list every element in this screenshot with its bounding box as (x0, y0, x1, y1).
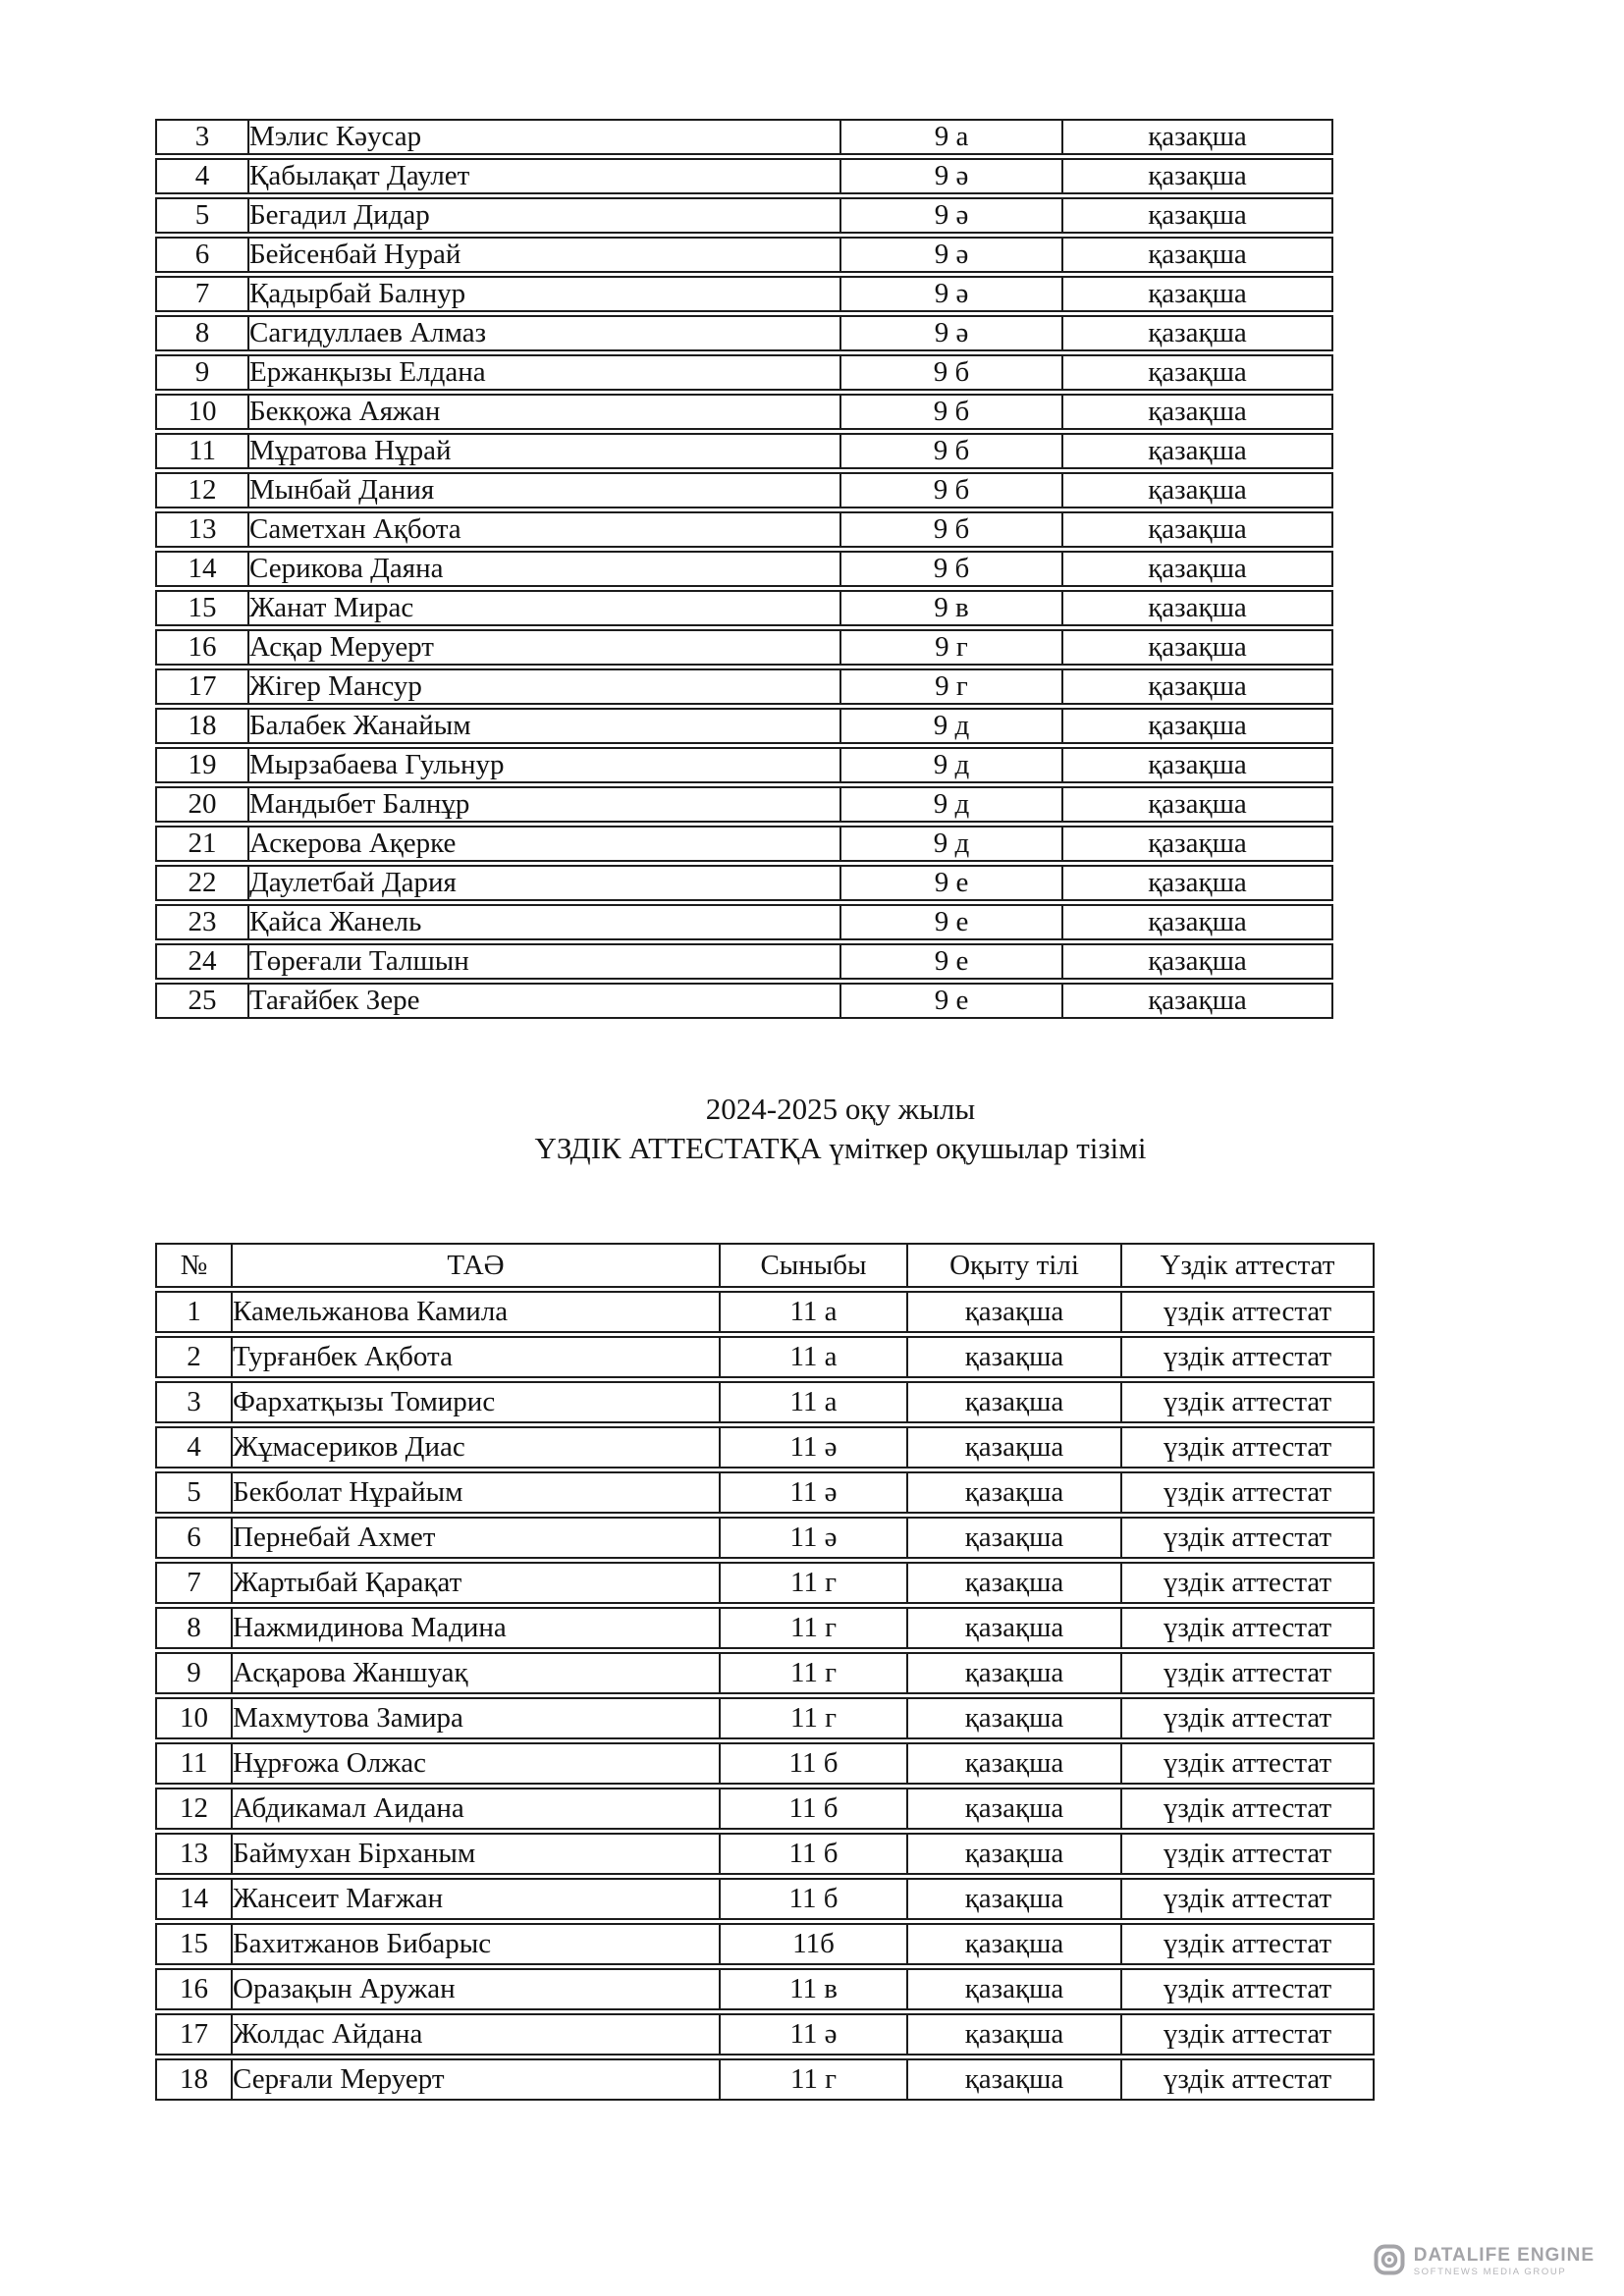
language-cell: қазақша (908, 1652, 1122, 1694)
class-cell: 11 г (721, 1697, 908, 1739)
table-row (155, 747, 1333, 783)
student-name-cell: Қадырбай Балнур (249, 276, 841, 312)
table-row (155, 1968, 1375, 2010)
student-name-cell: Сагидуллаев Алмаз (249, 315, 841, 351)
table-row (155, 1788, 1375, 1830)
row-number-cell: 1 (155, 1291, 233, 1333)
class-cell: 11 а (721, 1381, 908, 1423)
table-row (155, 826, 1333, 862)
row-number-cell: 20 (155, 786, 249, 823)
language-cell: қазақша (1063, 276, 1333, 312)
header-row (155, 1243, 1375, 1288)
language-cell: қазақша (1063, 747, 1333, 783)
row-number-cell: 16 (155, 1968, 233, 2010)
row-number-cell: 13 (155, 1833, 233, 1875)
attestat-cell: үздік аттестат (1122, 1426, 1375, 1468)
table-row (155, 786, 1333, 823)
table-row (155, 1381, 1375, 1423)
class-cell: 9 е (841, 983, 1063, 1019)
attestat-cell: үздік аттестат (1122, 1562, 1375, 1604)
row-number-cell: 8 (155, 315, 249, 351)
datalife-logo-icon (1374, 2244, 1405, 2280)
table-row (155, 511, 1333, 548)
table-row (155, 433, 1333, 469)
student-name-cell: Жансеит Мағжан (233, 1878, 721, 1920)
language-cell: қазақша (908, 1471, 1122, 1514)
language-cell: қазақша (1063, 354, 1333, 391)
grade11-attestat-table (155, 1240, 1375, 2104)
header-name: ТАӘ (233, 1243, 721, 1288)
language-cell: қазақша (1063, 472, 1333, 508)
attestat-cell: үздік аттестат (1122, 1607, 1375, 1649)
grade9-students-table (155, 116, 1333, 1022)
table-row (155, 1426, 1375, 1468)
student-name-cell: Жігер Мансур (249, 668, 841, 705)
row-number-cell: 5 (155, 1471, 233, 1514)
table-row (155, 1562, 1375, 1604)
row-number-cell: 2 (155, 1336, 233, 1378)
class-cell: 9 б (841, 472, 1063, 508)
class-cell: 11 г (721, 1607, 908, 1649)
table-row (155, 1742, 1375, 1785)
row-number-cell: 7 (155, 276, 249, 312)
student-name-cell: Бегадил Дидар (249, 197, 841, 234)
student-name-cell: Қабылақат Даулет (249, 158, 841, 194)
table-row (155, 354, 1333, 391)
student-name-cell: Жұмасериков Диас (233, 1426, 721, 1468)
row-number-cell: 7 (155, 1562, 233, 1604)
language-cell: қазақша (1063, 551, 1333, 587)
datalife-engine-watermark (1374, 2244, 1595, 2280)
student-name-cell: Саметхан Ақбота (249, 511, 841, 548)
row-number-cell: 8 (155, 1607, 233, 1649)
student-name-cell: Бекболат Нұрайым (233, 1471, 721, 1514)
class-cell: 9 г (841, 668, 1063, 705)
header-class: Сыныбы (721, 1243, 908, 1288)
class-cell: 9 д (841, 747, 1063, 783)
language-cell: қазақша (908, 1923, 1122, 1965)
class-cell: 11 ә (721, 1517, 908, 1559)
title-list-name: ҮЗДІК АТТЕСТАТҚА үміткер оқушылар тізімі (534, 1131, 1147, 1165)
class-cell: 11 ә (721, 2013, 908, 2056)
table-row (155, 1833, 1375, 1875)
language-cell: қазақша (908, 1517, 1122, 1559)
table-row (155, 276, 1333, 312)
student-name-cell: Серғали Меруерт (233, 2058, 721, 2101)
brand-subtitle: SOFTNEWS MEDIA GROUP (1413, 2267, 1567, 2277)
table-row (155, 1607, 1375, 1649)
row-number-cell: 12 (155, 472, 249, 508)
class-cell: 9 б (841, 354, 1063, 391)
student-name-cell: Нажмидинова Мадина (233, 1607, 721, 1649)
row-number-cell: 14 (155, 1878, 233, 1920)
student-name-cell: Махмутова Замира (233, 1697, 721, 1739)
row-number-cell: 3 (155, 119, 249, 155)
language-cell: қазақша (1063, 119, 1333, 155)
class-cell: 9 б (841, 394, 1063, 430)
header-number: № (155, 1243, 233, 1288)
student-name-cell: Балабек Жанайым (249, 708, 841, 744)
student-name-cell: Бейсенбай Нурай (249, 237, 841, 273)
attestat-cell: үздік аттестат (1122, 1471, 1375, 1514)
class-cell: 9 е (841, 904, 1063, 940)
table-row (155, 1923, 1375, 1965)
class-cell: 11 ә (721, 1471, 908, 1514)
attestat-cell: үздік аттестат (1122, 1968, 1375, 2010)
student-name-cell: Турғанбек Ақбота (233, 1336, 721, 1378)
class-cell: 9 д (841, 786, 1063, 823)
language-cell: қазақша (908, 2013, 1122, 2056)
row-number-cell: 11 (155, 433, 249, 469)
attestat-cell: үздік аттестат (1122, 1923, 1375, 1965)
attestat-cell: үздік аттестат (1122, 1878, 1375, 1920)
language-cell: қазақша (1063, 158, 1333, 194)
student-name-cell: Мырзабаева Гульнур (249, 747, 841, 783)
student-name-cell: Ержанқызы Елдана (249, 354, 841, 391)
table-row (155, 119, 1333, 155)
class-cell: 11 г (721, 1652, 908, 1694)
language-cell: қазақша (1063, 511, 1333, 548)
row-number-cell: 23 (155, 904, 249, 940)
class-cell: 9 ә (841, 158, 1063, 194)
language-cell: қазақша (1063, 315, 1333, 351)
language-cell: қазақша (1063, 433, 1333, 469)
table-row (155, 1697, 1375, 1739)
table-row (155, 237, 1333, 273)
student-name-cell: Жолдас Айдана (233, 2013, 721, 2056)
table-row (155, 708, 1333, 744)
table-row (155, 1652, 1375, 1694)
class-cell: 11 б (721, 1742, 908, 1785)
row-number-cell: 24 (155, 943, 249, 980)
row-number-cell: 22 (155, 865, 249, 901)
row-number-cell: 12 (155, 1788, 233, 1830)
student-name-cell: Нұрғожа Олжас (233, 1742, 721, 1785)
row-number-cell: 19 (155, 747, 249, 783)
class-cell: 11 а (721, 1291, 908, 1333)
table-row (155, 1336, 1375, 1378)
language-cell: қазақша (908, 1291, 1122, 1333)
attestat-cell: үздік аттестат (1122, 1652, 1375, 1694)
table-row (155, 1291, 1375, 1333)
attestat-cell: үздік аттестат (1122, 2013, 1375, 2056)
table-row (155, 394, 1333, 430)
table-row (155, 943, 1333, 980)
row-number-cell: 5 (155, 197, 249, 234)
attestat-cell: үздік аттестат (1122, 1381, 1375, 1423)
class-cell: 9 е (841, 943, 1063, 980)
student-name-cell: Аскерова Ақерке (249, 826, 841, 862)
student-name-cell: Төреғали Талшын (249, 943, 841, 980)
student-name-cell: Оразақын Аружан (233, 1968, 721, 2010)
table-row (155, 197, 1333, 234)
student-name-cell: Бекқожа Аяжан (249, 394, 841, 430)
class-cell: 9 е (841, 865, 1063, 901)
row-number-cell: 3 (155, 1381, 233, 1423)
language-cell: қазақша (1063, 668, 1333, 705)
language-cell: қазақша (1063, 237, 1333, 273)
language-cell: қазақша (908, 1562, 1122, 1604)
language-cell: қазақша (1063, 943, 1333, 980)
class-cell: 9 а (841, 119, 1063, 155)
brand-text (1414, 2246, 1595, 2278)
class-cell: 9 ә (841, 276, 1063, 312)
attestat-cell: үздік аттестат (1122, 1291, 1375, 1333)
language-cell: қазақша (1063, 826, 1333, 862)
row-number-cell: 4 (155, 158, 249, 194)
language-cell: қазақша (1063, 708, 1333, 744)
table-row (155, 1471, 1375, 1514)
row-number-cell: 17 (155, 2013, 233, 2056)
row-number-cell: 13 (155, 511, 249, 548)
class-cell: 9 д (841, 826, 1063, 862)
table-row (155, 865, 1333, 901)
student-name-cell: Асқарова Жаншуақ (233, 1652, 721, 1694)
student-name-cell: Даулетбай Дария (249, 865, 841, 901)
row-number-cell: 18 (155, 2058, 233, 2101)
row-number-cell: 11 (155, 1742, 233, 1785)
language-cell: қазақша (1063, 590, 1333, 626)
section-title (155, 1090, 1526, 1168)
class-cell: 11 б (721, 1878, 908, 1920)
row-number-cell: 9 (155, 354, 249, 391)
attestat-cell: үздік аттестат (1122, 2058, 1375, 2101)
student-name-cell: Қайса Жанель (249, 904, 841, 940)
class-cell: 9 ә (841, 197, 1063, 234)
row-number-cell: 15 (155, 1923, 233, 1965)
student-name-cell: Пернебай Ахмет (233, 1517, 721, 1559)
student-name-cell: Мэлис Кәусар (249, 119, 841, 155)
class-cell: 9 ә (841, 315, 1063, 351)
language-cell: қазақша (1063, 394, 1333, 430)
student-name-cell: Баймухан Бірханым (233, 1833, 721, 1875)
language-cell: қазақша (1063, 629, 1333, 666)
class-cell: 11 б (721, 1833, 908, 1875)
student-name-cell: Серикова Даяна (249, 551, 841, 587)
class-cell: 11 в (721, 1968, 908, 2010)
student-name-cell: Мұратова Нұрай (249, 433, 841, 469)
attestat-cell: үздік аттестат (1122, 1517, 1375, 1559)
attestat-cell: үздік аттестат (1122, 1742, 1375, 1785)
class-cell: 11 г (721, 2058, 908, 2101)
language-cell: қазақша (908, 1968, 1122, 2010)
table-row (155, 315, 1333, 351)
table-row (155, 158, 1333, 194)
language-cell: қазақша (908, 1607, 1122, 1649)
class-cell: 9 б (841, 511, 1063, 548)
language-cell: қазақша (908, 1426, 1122, 1468)
language-cell: қазақша (1063, 197, 1333, 234)
row-number-cell: 14 (155, 551, 249, 587)
table-row (155, 983, 1333, 1019)
row-number-cell: 9 (155, 1652, 233, 1694)
attestat-cell: үздік аттестат (1122, 1833, 1375, 1875)
row-number-cell: 10 (155, 1697, 233, 1739)
row-number-cell: 15 (155, 590, 249, 626)
student-name-cell: Фархатқызы Томирис (233, 1381, 721, 1423)
class-cell: 9 б (841, 551, 1063, 587)
attestat-cell: үздік аттестат (1122, 1336, 1375, 1378)
row-number-cell: 16 (155, 629, 249, 666)
language-cell: қазақша (908, 1878, 1122, 1920)
table-row (155, 472, 1333, 508)
row-number-cell: 10 (155, 394, 249, 430)
table-row (155, 2013, 1375, 2056)
language-cell: қазақша (1063, 904, 1333, 940)
table-row (155, 1517, 1375, 1559)
student-name-cell: Абдикамал Аидана (233, 1788, 721, 1830)
attestat-cell: үздік аттестат (1122, 1697, 1375, 1739)
grade11-table-body (155, 1291, 1375, 2101)
language-cell: қазақша (908, 1788, 1122, 1830)
class-cell: 9 ә (841, 237, 1063, 273)
row-number-cell: 21 (155, 826, 249, 862)
student-name-cell: Жанат Мирас (249, 590, 841, 626)
class-cell: 11 а (721, 1336, 908, 1378)
row-number-cell: 6 (155, 237, 249, 273)
class-cell: 9 д (841, 708, 1063, 744)
language-cell: қазақша (1063, 865, 1333, 901)
table-row (155, 590, 1333, 626)
row-number-cell: 25 (155, 983, 249, 1019)
language-cell: қазақша (908, 1833, 1122, 1875)
language-cell: қазақша (908, 1742, 1122, 1785)
table-row (155, 2058, 1375, 2101)
language-cell: қазақша (1063, 786, 1333, 823)
class-cell: 9 г (841, 629, 1063, 666)
language-cell: қазақша (1063, 983, 1333, 1019)
language-cell: қазақша (908, 1381, 1122, 1423)
class-cell: 9 в (841, 590, 1063, 626)
language-cell: қазақша (908, 1697, 1122, 1739)
grade9-table-body (155, 119, 1333, 1019)
header-attestat: Үздік аттестат (1122, 1243, 1375, 1288)
class-cell: 11 ә (721, 1426, 908, 1468)
grade11-table-header (155, 1243, 1375, 1288)
student-name-cell: Асқар Меруерт (249, 629, 841, 666)
row-number-cell: 4 (155, 1426, 233, 1468)
student-name-cell: Камельжанова Камила (233, 1291, 721, 1333)
table-row (155, 904, 1333, 940)
row-number-cell: 6 (155, 1517, 233, 1559)
brand-title: DATALIFE ENGINE (1413, 2245, 1595, 2266)
class-cell: 11 г (721, 1562, 908, 1604)
class-cell: 11б (721, 1923, 908, 1965)
student-name-cell: Мынбай Дания (249, 472, 841, 508)
table-row (155, 551, 1333, 587)
language-cell: қазақша (908, 2058, 1122, 2101)
row-number-cell: 18 (155, 708, 249, 744)
student-name-cell: Тағайбек Зере (249, 983, 841, 1019)
row-number-cell: 17 (155, 668, 249, 705)
class-cell: 9 б (841, 433, 1063, 469)
table-row (155, 668, 1333, 705)
attestat-cell: үздік аттестат (1122, 1788, 1375, 1830)
language-cell: қазақша (908, 1336, 1122, 1378)
class-cell: 11 б (721, 1788, 908, 1830)
table-row (155, 629, 1333, 666)
student-name-cell: Жартыбай Қарақат (233, 1562, 721, 1604)
header-language: Оқыту тілі (908, 1243, 1122, 1288)
student-name-cell: Бахитжанов Бибарыс (233, 1923, 721, 1965)
table-row (155, 1878, 1375, 1920)
title-school-year: 2024-2025 оқу жылы (705, 1092, 976, 1126)
student-name-cell: Мандыбет Балнұр (249, 786, 841, 823)
